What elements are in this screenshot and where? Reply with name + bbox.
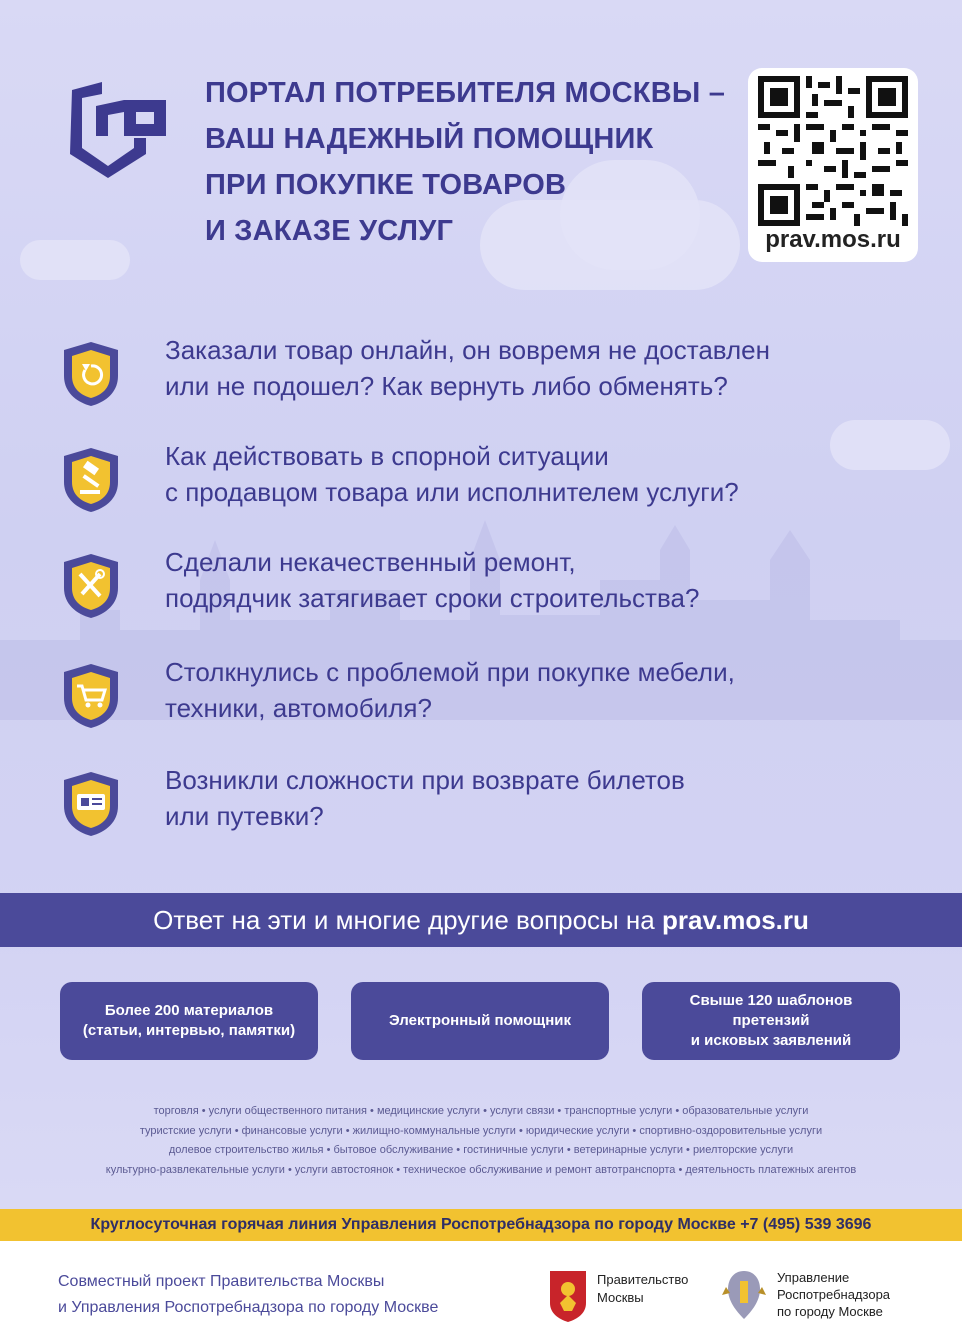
banner-link[interactable]: prav.mos.ru	[661, 905, 809, 935]
service-tags	[10, 1102, 952, 1180]
hotline-bar: Круглосуточная горячая линия Управления Роспотребнадзора по городу Москве +7 (495) 539 3696	[0, 1209, 962, 1241]
qr-url-link[interactable]: prav.mos.ru	[765, 226, 901, 253]
gavel-icon	[60, 446, 122, 514]
tools-icon	[60, 552, 122, 620]
joint-project-text	[58, 1269, 438, 1321]
title-line: ПОРТАЛ ПОТРЕБИТЕЛЯ МОСКВЫ –	[205, 77, 726, 109]
question-line: техники, автомобиля?	[165, 693, 432, 723]
shopping-cart-icon	[60, 662, 122, 730]
service-tags-line: туристские услуги • финансовые услуги • жилищно-коммунальные услуги • юридические услуги • спортивно-оздоровительные услуги	[139, 1124, 823, 1137]
question-item	[60, 547, 940, 632]
gov-line: Москвы	[597, 1290, 644, 1305]
feature-templates	[642, 982, 900, 1060]
qr-card[interactable]	[748, 68, 918, 262]
rpn-line: по городу Москве	[777, 1304, 883, 1319]
rpn-line: Роспотребнадзора	[777, 1287, 891, 1302]
feature-assistant	[351, 982, 609, 1060]
return-arrow-icon	[60, 340, 122, 408]
question-text	[165, 332, 770, 404]
service-tags-line: торговля • услуги общественного питания • медицинские услуги • услуги связи • транспортные услуги • образовательные услуги	[153, 1105, 809, 1117]
moscow-government-emblem-icon	[548, 1269, 588, 1323]
question-line: Как действовать в спорной ситуации	[165, 441, 609, 471]
feature-materials	[60, 982, 318, 1060]
question-line: Столкнулись с проблемой при покупке мебели,	[165, 657, 735, 687]
answer-banner	[0, 893, 962, 947]
question-line: с продавцом товара или исполнителем услуги?	[165, 477, 739, 507]
rospotrebnadzor-emblem-icon	[720, 1267, 768, 1323]
rospotrebnadzor-name	[777, 1269, 890, 1320]
question-line: или путевки?	[165, 801, 324, 831]
feature-line: Свыше 120 шаблонов	[689, 992, 853, 1009]
question-item	[60, 765, 940, 850]
joint-line: и Управления Роспотребнадзора по городу Москве	[58, 1299, 439, 1316]
footer	[0, 1241, 962, 1335]
question-line: Заказали товар онлайн, он вовремя не доставлен	[165, 335, 770, 365]
consumer-portal-logo	[62, 78, 170, 178]
joint-line: Совместный проект Правительства Москвы	[58, 1273, 385, 1290]
question-line: или не подошел? Как вернуть либо обменять?	[165, 371, 728, 401]
qr-code-icon[interactable]	[758, 76, 908, 226]
question-item	[60, 441, 940, 526]
rpn-line: Управление	[777, 1270, 850, 1285]
page-title	[205, 70, 745, 254]
feature-line: (статьи, интервью, памятки)	[82, 1022, 296, 1039]
ticket-icon	[60, 770, 122, 838]
title-line: И ЗАКАЗЕ УСЛУГ	[205, 215, 454, 247]
moscow-government-name	[597, 1271, 688, 1307]
feature-line: и исковых заявлений	[690, 1032, 852, 1049]
question-text	[165, 544, 699, 616]
gov-line: Правительство	[597, 1272, 689, 1287]
question-text	[165, 438, 739, 510]
title-line: ВАШ НАДЕЖНЫЙ ПОМОЩНИК	[205, 123, 654, 155]
feature-line: претензий	[732, 1012, 810, 1029]
question-text	[165, 762, 685, 834]
service-tags-line: долевое строительство жилья • бытовое обслуживание • гостиничные услуги • ветеринарные услуги • риелторские услуги	[168, 1144, 794, 1156]
cloud-decoration	[20, 240, 130, 280]
feature-line: Электронный помощник	[389, 1012, 571, 1029]
question-item	[60, 335, 940, 420]
question-line: Возникли сложности при возврате билетов	[165, 765, 685, 795]
banner-text: Ответ на эти и многие другие вопросы на	[153, 905, 662, 935]
question-line: подрядчик затягивает сроки строительства?	[165, 583, 700, 613]
question-text	[165, 654, 735, 726]
title-line: ПРИ ПОКУПКЕ ТОВАРОВ	[205, 169, 567, 201]
feature-line: Более 200 материалов	[104, 1002, 274, 1019]
service-tags-line: культурно-развлекательные услуги • услуги автостоянок • техническое обслуживание и ремонт автотранспорта • деятельность платежных агентов	[105, 1163, 857, 1176]
question-item	[60, 657, 940, 742]
question-line: Сделали некачественный ремонт,	[165, 547, 576, 577]
